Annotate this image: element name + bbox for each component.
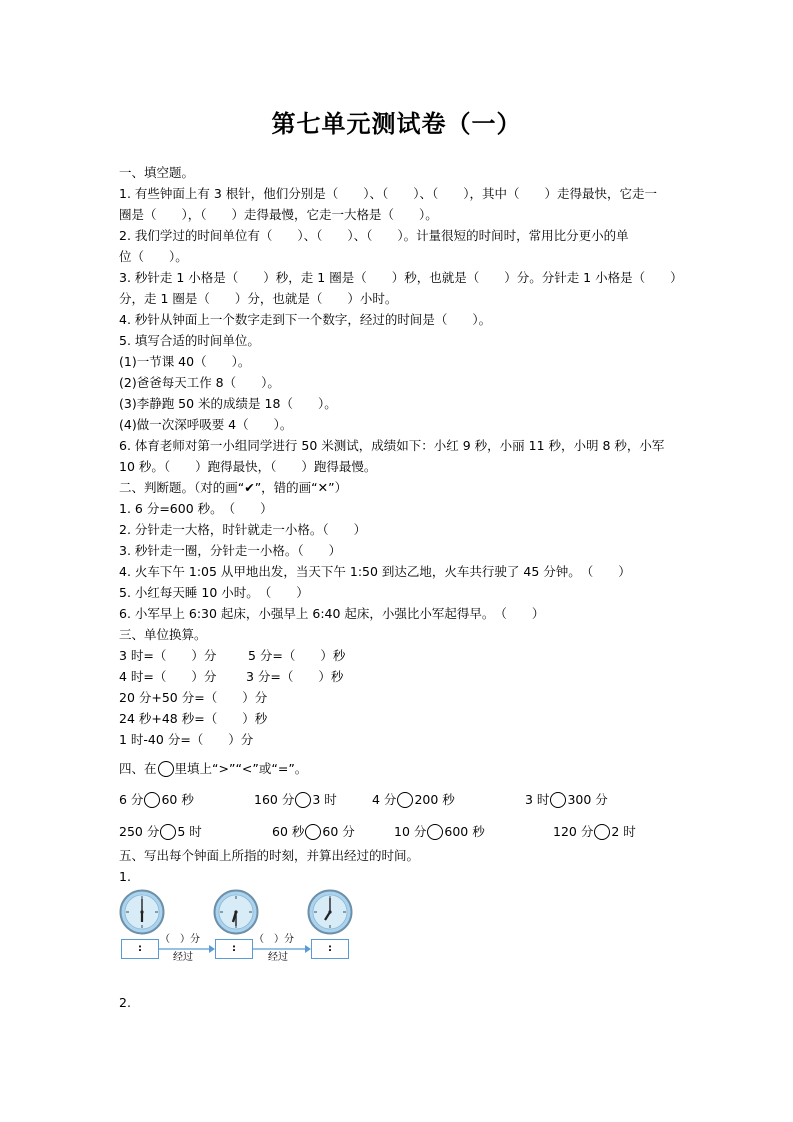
clock-face-icon — [213, 889, 259, 935]
compare-left: 250 分 — [119, 824, 160, 839]
question-number: 2. — [119, 995, 131, 1010]
section1-line: 分，走 1 圈是（ ）分，也就是（ ）小时。 — [119, 291, 398, 306]
section1-line: (4)做一次深呼吸要 4（ ）。 — [119, 417, 293, 432]
compare-item — [553, 824, 636, 840]
section2-line: 2. 分针走一大格，时针就走一小格。（ ） — [119, 522, 367, 537]
compare-item — [254, 792, 337, 808]
section1-heading: 一、填空题。 — [119, 165, 195, 180]
conversion-item: 20 分+50 分=（ ）分 — [119, 690, 268, 705]
compare-right: 60 秒 — [161, 792, 194, 807]
section1-line: 5. 填写合适的时间单位。 — [119, 333, 260, 348]
compare-left: 6 分 — [119, 792, 144, 807]
section2-line: 1. 6 分=600 秒。 （ ） — [119, 501, 273, 516]
compare-item — [372, 792, 455, 808]
compare-left: 160 分 — [254, 792, 295, 807]
compare-left: 10 分 — [394, 824, 427, 839]
compare-right: 60 分 — [322, 824, 355, 839]
conversion-item: 24 秒+48 秒=（ ）秒 — [119, 711, 268, 726]
conversion-item: 1 时-40 分=（ ）分 — [119, 732, 254, 747]
time-answer-box[interactable]: : — [215, 939, 253, 959]
compare-left: 4 分 — [372, 792, 397, 807]
clock-face-icon — [307, 889, 353, 935]
time-answer-box[interactable]: : — [311, 939, 349, 959]
section1-line: 10 秒。（ ）跑得最快，（ ）跑得最慢。 — [119, 459, 377, 474]
compare-circle[interactable] — [594, 824, 610, 840]
compare-circle[interactable] — [160, 824, 176, 840]
compare-left: 3 时 — [525, 792, 550, 807]
compare-item — [525, 792, 608, 808]
clock-face-icon — [119, 889, 165, 935]
elapsed-minutes-label: （ ）分 — [160, 934, 200, 945]
circle-icon — [158, 761, 174, 777]
section1-line: (3)李静跑 50 米的成绩是 18（ ）。 — [119, 396, 337, 411]
conversion-item: 4 时=（ ）分 — [119, 669, 217, 684]
time-answer-box[interactable]: : — [121, 939, 159, 959]
section2-line: 6. 小军早上 6:30 起床，小强早上 6:40 起床，小强比小军起得早。 （ ） — [119, 606, 545, 621]
section4-heading-post: 里填上“>”“<”或“=”。 — [174, 761, 308, 776]
elapsed-label: 经过 — [268, 952, 288, 963]
section2-line: 4. 火车下午 1:05 从甲地出发，当天下午 1:50 到达乙地，火车共行驶了 45 分钟。 （ ） — [119, 564, 631, 579]
compare-circle[interactable] — [305, 824, 321, 840]
elapsed-minutes-label: （ ）分 — [254, 934, 294, 945]
section1-line: 位（ ）。 — [119, 249, 188, 264]
section1-line: 圈是（ ），（ ）走得最慢，它走一大格是（ ）。 — [119, 207, 438, 222]
compare-circle[interactable] — [144, 792, 160, 808]
section1-line: 2. 我们学过的时间单位有（ ）、（ ）、（ ）。计量很短的时间时，常用比分更小的单 — [119, 228, 629, 243]
compare-circle[interactable] — [550, 792, 566, 808]
section1-line: 4. 秒针从钟面上一个数字走到下一个数字，经过的时间是（ ）。 — [119, 312, 492, 327]
compare-circle[interactable] — [427, 824, 443, 840]
conversion-item: 3 分=（ ）秒 — [246, 669, 344, 684]
section1-line: 3. 秒针走 1 小格是（ ）秒，走 1 圈是（ ）秒，也就是（ ）分。分针走 1 小格是（ ） — [119, 270, 683, 285]
compare-item — [119, 824, 202, 840]
section1-line: (2)爸爸每天工作 8（ ）。 — [119, 375, 280, 390]
section1-line: 6. 体育老师对第一小组同学进行 50 米测试，成绩如下：小红 9 秒，小丽 11 秒，小明 8 秒，小军 — [119, 438, 665, 453]
section2-line: 5. 小红每天睡 10 小时。 （ ） — [119, 585, 309, 600]
compare-right: 3 时 — [312, 792, 337, 807]
section3-heading: 三、单位换算。 — [119, 627, 207, 642]
section5-heading: 五、写出每个钟面上所指的时刻，并算出经过的时间。 — [119, 848, 420, 863]
question-number: 1. — [119, 869, 131, 884]
section4-heading-pre: 四、在 — [119, 761, 157, 776]
compare-right: 5 时 — [177, 824, 202, 839]
compare-left: 60 秒 — [272, 824, 305, 839]
compare-circle[interactable] — [295, 792, 311, 808]
compare-item — [272, 824, 355, 840]
compare-right: 600 秒 — [444, 824, 485, 839]
compare-right: 200 秒 — [414, 792, 455, 807]
section1-line: 1. 有些钟面上有 3 根针，他们分别是（ ）、（ ）、（ ），其中（ ）走得最快，它走一 — [119, 186, 658, 201]
compare-right: 2 时 — [611, 824, 636, 839]
elapsed-label: 经过 — [173, 952, 193, 963]
compare-left: 120 分 — [553, 824, 594, 839]
page-title: 第七单元测试卷（一） — [271, 109, 522, 138]
section2-line: 3. 秒针走一圈，分针走一小格。（ ） — [119, 543, 342, 558]
conversion-item: 5 分=（ ）秒 — [248, 648, 346, 663]
section4-heading — [119, 761, 307, 777]
section1-line: (1)一节课 40（ ）。 — [119, 354, 251, 369]
section2-heading: 二、判断题。（对的画“✔”，错的画“✕”） — [119, 480, 348, 495]
compare-item — [119, 792, 194, 808]
compare-right: 300 分 — [567, 792, 608, 807]
compare-item — [394, 824, 485, 840]
compare-circle[interactable] — [397, 792, 413, 808]
conversion-item: 3 时=（ ）分 — [119, 648, 217, 663]
